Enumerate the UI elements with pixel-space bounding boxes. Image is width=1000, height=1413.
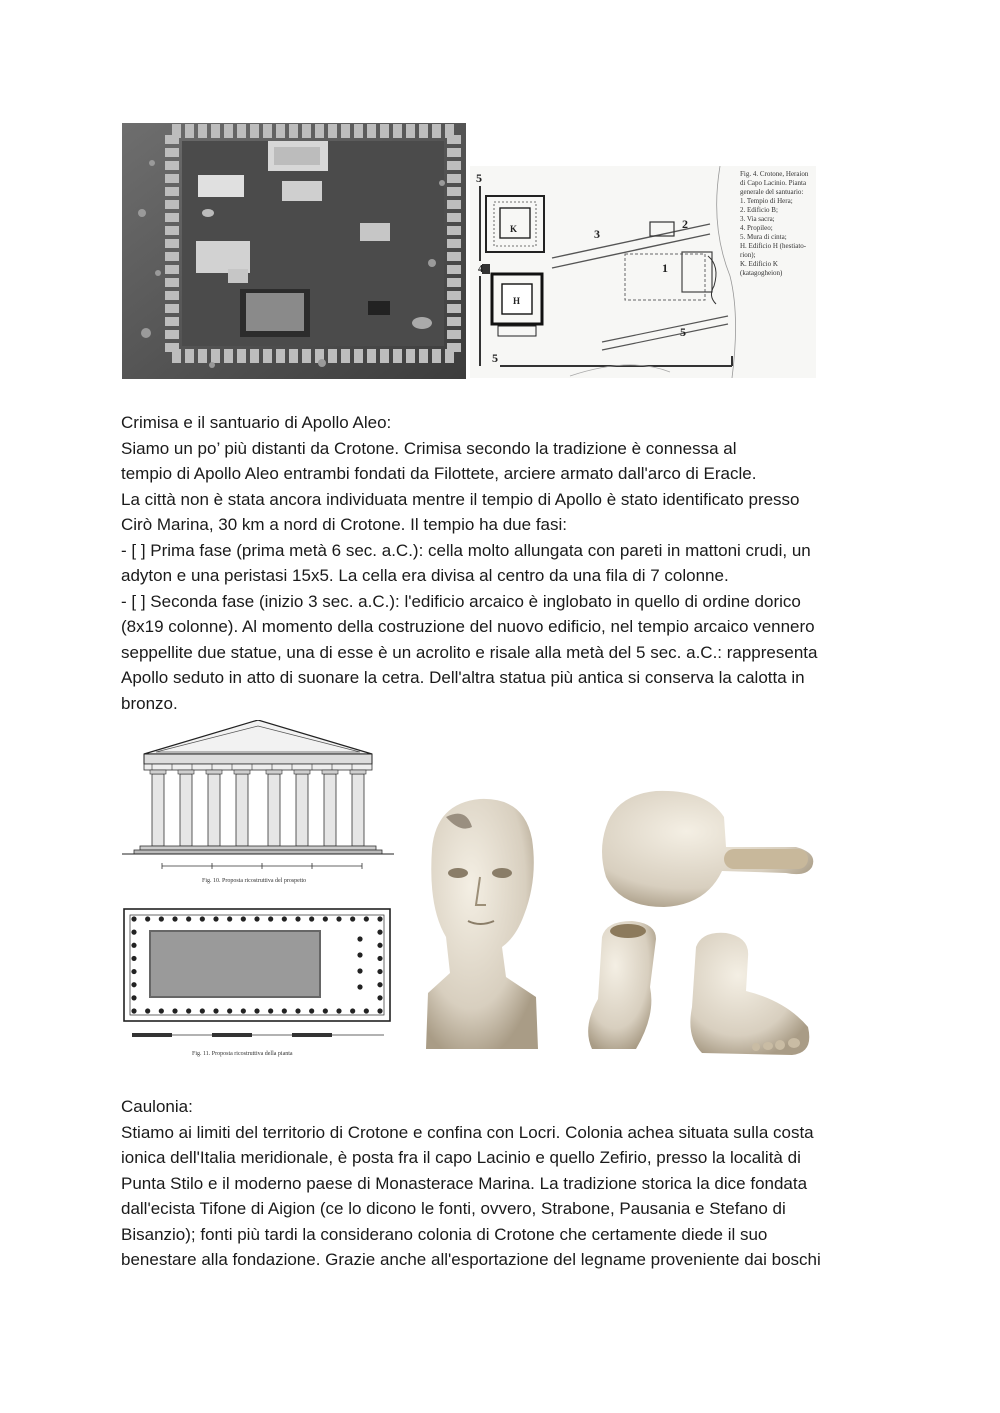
svg-text:2: 2 [682,217,688,231]
site-plan-caption: Fig. 4. Crotone, Heraion di Capo Lacinio. Pianta generale del santuario: 1. Tempio di Hera; 2. Edificio B; 3. Via sacra; 4. Propileo; 5. Mura di cinta; H. Edificio H (hestiato- rion); K. Edificio K (katagogheion) [740,170,809,277]
paragraph-line: tempio di Apollo Aleo entrambi fondati da Filottete, arciere armato dall'arco di Eracle. [121,464,757,483]
column-dot [213,916,218,921]
column-dot [350,916,355,921]
excavation-photo [122,123,466,379]
column-dot [309,916,314,921]
column-dot [377,916,382,921]
column-dot [309,1008,314,1013]
column-dot [131,1008,136,1013]
column-dot [159,1008,164,1013]
column-dot [377,982,382,987]
column-dot [350,1008,355,1013]
column-dot [254,1008,259,1013]
svg-text:1: 1 [662,261,668,275]
column-dot [186,916,191,921]
column-dot [131,982,136,987]
paragraph-line: dall'ecista Tifone di Aigion (ce lo dicono le fonti, ovvero, Strabone, Pausania e Stefano di [121,1199,786,1218]
column-dot [364,916,369,921]
column-dot [377,1008,382,1013]
column-dot [377,995,382,1000]
paragraph-line: ionica dell'Italia meridionale, è posta fra il capo Lacinio e quello Zefirio, presso la località di [121,1148,801,1167]
column-dot [200,1008,205,1013]
paragraph-line: (8x19 colonne). Al momento della costruzione del nuovo edificio, nel tempio arcaico vennero [121,617,815,636]
column-dot [131,930,136,935]
elevation-caption: Fig. 10. Proposta ricostruttiva del prospetto [202,878,307,884]
svg-text:5: 5 [492,351,498,365]
column-dot [186,1008,191,1013]
column-dot [200,916,205,921]
column-dot [282,916,287,921]
temple-plan-drawing [122,905,394,1060]
column-dot [145,916,150,921]
acrolith-fragments-photo [406,787,818,1061]
svg-text:4: 4 [478,264,483,275]
column-dot [377,969,382,974]
section-heading: Crimisa e il santuario di Apollo Aleo: [121,413,392,432]
column-dot [172,916,177,921]
paragraph-line: Bisanzio); fonti più tardi la considerano colonia di Crotone che certamente diede il suo [121,1224,768,1244]
column-dot [377,956,382,961]
column-dot [377,943,382,948]
temple-elevation-drawing [122,720,394,890]
column-dot [295,916,300,921]
svg-text:K: K [510,224,518,234]
column-dot [241,916,246,921]
section-caulonia [121,1094,891,1273]
paragraph-line: Apollo seduto in atto di suonare la cetra. Dell'altra statua più antica si conserva la calotta in [121,668,805,687]
column-dot [336,1008,341,1013]
column-dot [213,1008,218,1013]
column-dot [131,995,136,1000]
column-dot [323,916,328,921]
column-dot [131,956,136,961]
paragraph-line: - [ ] Seconda fase (inizio 3 sec. a.C.): l'edificio arcaico è inglobato in quello di ordine dorico [121,591,801,611]
section-crimisa [121,410,891,716]
column-dot [282,1008,287,1013]
column-dot [131,943,136,948]
column-dot [268,916,273,921]
paragraph-line: La città non è stata ancora individuata mentre il tempio di Apollo è stato identificato presso [121,489,800,509]
paragraph-line: seppellite due statue, una di esse è un acrolito e risale alla metà del 5 sec. a.C.: rappresenta [121,642,818,662]
column-dot [227,916,232,921]
column-dot [268,1008,273,1013]
column-dot [172,1008,177,1013]
paragraph-line: bronzo. [121,693,178,713]
paragraph-line: - [ ] Prima fase (prima metà 6 sec. a.C.): cella molto allungata con pareti in mattoni crudi, un [121,540,811,560]
column-dot [241,1008,246,1013]
paragraph-line: Cirò Marina, 30 km a nord di Crotone. Il tempio ha due fasi: [121,515,567,534]
column-dot [357,968,362,973]
plan-label-5a: 5 [476,171,482,185]
column-dot [357,984,362,989]
site-plan-figure [470,166,816,378]
column-dot [295,1008,300,1013]
svg-text:H: H [513,296,521,306]
column-dot [323,1008,328,1013]
paragraph-line: Punta Stilo e il moderno paese di Monasterace Marina. La tradizione storica la dice fondata [121,1173,808,1193]
column-dot [357,952,362,957]
column-dot [377,930,382,935]
section-heading: Caulonia: [121,1097,193,1116]
column-dot [131,969,136,974]
column-dot [159,916,164,921]
paragraph-line: benestare alla fondazione. Grazie anche all'esportazione del legname proveniente dai boschi [121,1250,821,1269]
plan-caption: Fig. 11. Proposta ricostruttiva della pianta [192,1051,293,1057]
column-dot [145,1008,150,1013]
column-dot [254,916,259,921]
paragraph-line: adyton e una peristasi 15x5. La cella era divisa al centro da una fila di 7 colonne. [121,566,729,585]
paragraph-line: Stiamo ai limiti del territorio di Crotone e confina con Locri. Colonia achea situata sulla costa [121,1122,814,1142]
column-dot [357,936,362,941]
column-dot [336,916,341,921]
column-dot [131,916,136,921]
svg-text:3: 3 [594,227,600,241]
column-dot [364,1008,369,1013]
column-dot [227,1008,232,1013]
svg-text:5: 5 [680,325,686,339]
paragraph-line: Siamo un po’ più distanti da Crotone. Crimisa secondo la tradizione è connessa al [121,438,737,458]
